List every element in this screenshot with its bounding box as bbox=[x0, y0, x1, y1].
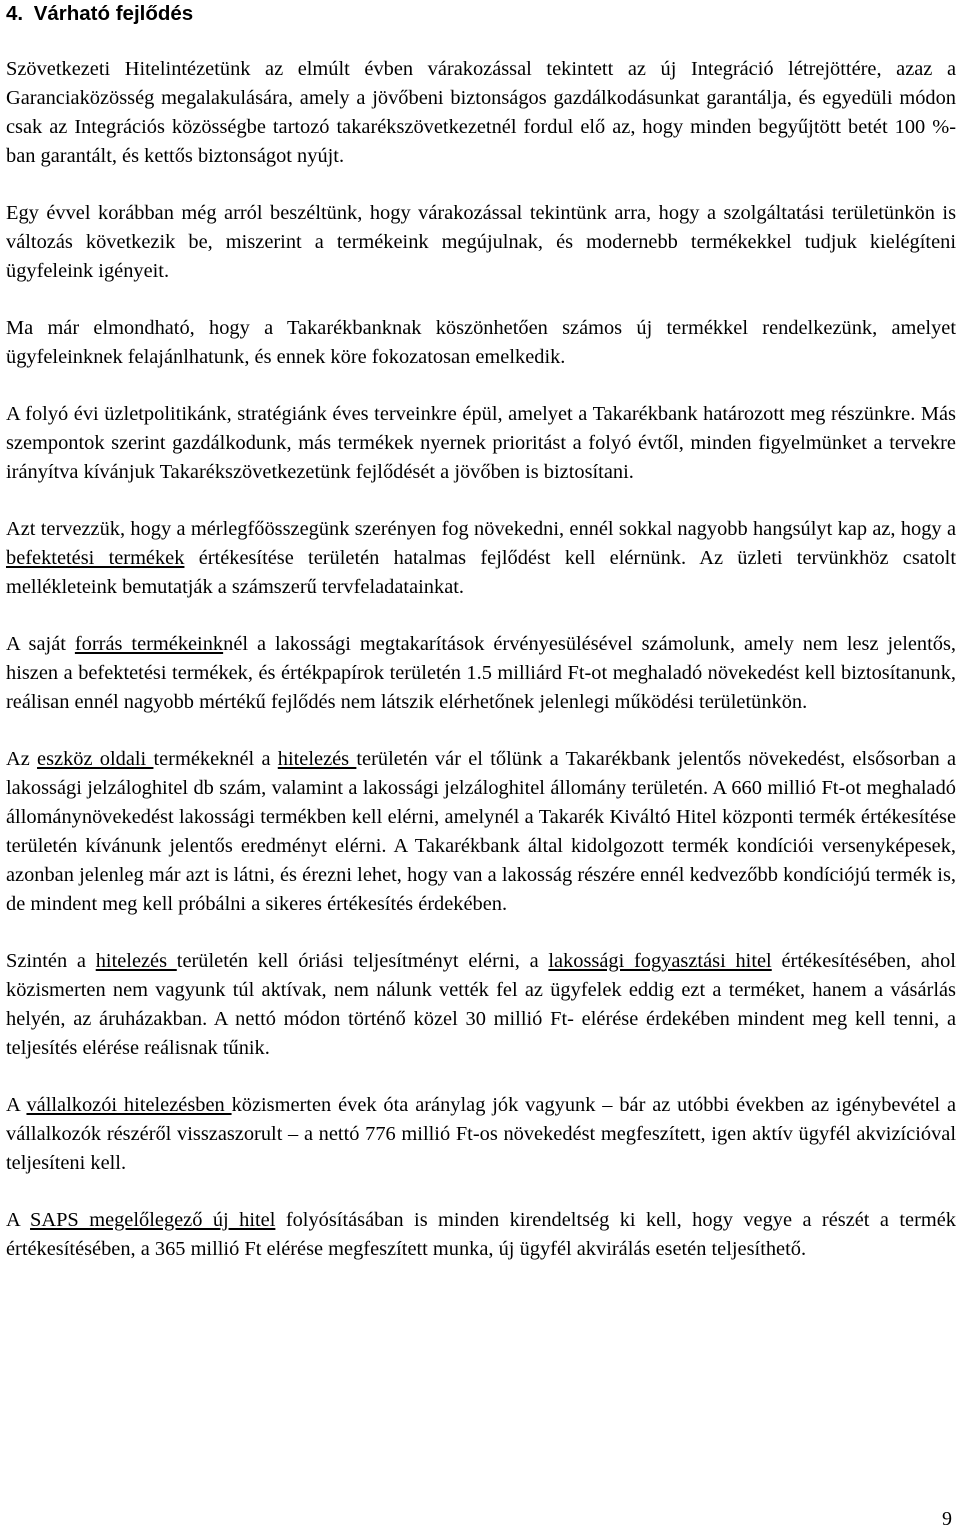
paragraph-saps-credit bbox=[6, 1206, 956, 1264]
text-run: termékeknél a bbox=[153, 748, 278, 770]
paragraph-asset-side bbox=[6, 745, 956, 919]
section-title: Várható fejlődés bbox=[33, 2, 194, 25]
paragraph-integration: Szövetkezeti Hitelintézetünk az elmúlt évben várakozással tekintett az új Integráció létrejöttére, azaz a Garanciaközösség megalakulására, amely a jövőbeni biztonságos gazdálkodásunkat garantálja, és egyedüli módon csak az Integrációs közösségbe tartozó takarékszövetkezetnél fordul elő az, hogy minden begyűjtött betét 100 %-ban garantált, és kettős biztonságot nyújt. bbox=[6, 58, 956, 167]
text-run: A bbox=[6, 1094, 27, 1116]
paragraph-business-lending bbox=[6, 1091, 956, 1178]
underlined-term: lakossági fogyasztási hitel bbox=[548, 950, 772, 972]
text-run: Azt tervezzük, hogy a mérlegfőösszegünk szerényen fog növekedni, ennél sokkal nagyobb hangsúlyt kap az, hogy a bbox=[6, 518, 956, 540]
paragraph-services: Egy évvel korábban még arról beszéltünk, hogy várakozással tekintünk arra, hogy a szolgáltatási területünkön is változás következik be, miszerint a termékeink megújulnak, és modernebb termékekkel tudjuk kielégíteni ügyfeleink igényeit. bbox=[6, 202, 956, 282]
text-run: értékesítése területén hatalmas fejlődést kell elérnünk. Az üzleti tervünkhöz csatolt mellékleteink bemutatják a számszerű tervfeladatainkat. bbox=[6, 547, 956, 598]
page-number: 9 bbox=[942, 1508, 952, 1530]
section-number: 4. bbox=[6, 2, 24, 25]
text-run: folyósításában is minden kirendeltség ki kell, hogy vegye a részét a termék értékesítésében, a 365 millió Ft elérése megfeszített munka, új ügyfél akvirálás esetén teljesíthető. bbox=[6, 1209, 956, 1260]
underlined-term: befektetési termékek bbox=[6, 547, 185, 569]
text-run: nél a lakossági megtakarítások érvényesülésével számolunk, amely nem lesz jelentős, hiszen a befektetési termékek, és értékpapírok területén 1.5 milliárd Ft-ot meghaladó növekedést kell biztosítanunk, reálisan ennél nagyobb mértékű fejlődés nem látszik elérhetőnek jelenlegi működési területünkön. bbox=[6, 633, 956, 713]
text-run: A saját bbox=[6, 633, 75, 655]
section-heading bbox=[6, 0, 956, 27]
paragraph-business-policy: A folyó évi üzletpolitikánk, stratégiánk éves terveinkre épül, amelyet a Takarékbank határozott meg részünkre. Más szempontok szerint gazdálkodunk, más termékek nyernek prioritást a folyó évtől, minden figyelmünket a tervekre irányítva kívánjuk Takarékszövetkezetünk fejlődését a jövőben is biztosítani. bbox=[6, 403, 956, 483]
underlined-term: forrás termékeink bbox=[74, 633, 224, 655]
text-run: közismerten évek óta aránylag jók vagyunk – bár az utóbbi években az igénybevétel a vállalkozók részéről visszaszorult – a nettó 776 millió Ft-os növekedést megfeszített, igen aktív ügyfél akvizícióval teljesíteni kell. bbox=[6, 1094, 956, 1174]
underlined-term: hitelezés bbox=[95, 950, 177, 972]
text-run: A bbox=[6, 1209, 31, 1231]
text-run: területén kell óriási teljesítményt elérni, a bbox=[176, 950, 549, 972]
paragraph-balance-sheet bbox=[6, 515, 956, 602]
text-run: területén vár el tőlünk a Takarékbank jelentős növekedést, elsősorban a lakossági jelzáloghitel db szám, valamint a lakossági jelzáloghitel állomány területén. A 660 millió Ft-ot meghaladó állománynövekedést lakossági termékben kell elérni, amelynél a Takarék Kiváltó Hitel központi termék értékesítése területén kívánunk jelentős eredményt elérni. A Takarékbank által kidolgozott termék kondíciói versenyképesek, azonban jelenleg már azt is látni, és érezni lehet, hogy van a lakosság részére ennél kedvezőbb kondíciójú termék is, de mindent meg kell próbálni a sikeres értékesítés érdekében. bbox=[6, 748, 957, 915]
paragraph-consumer-credit bbox=[6, 947, 956, 1063]
text-run: Szintén a bbox=[6, 950, 96, 972]
underlined-term: SAPS megelőlegező új hitel bbox=[30, 1209, 276, 1231]
underlined-term: eszköz oldali bbox=[37, 748, 154, 770]
text-run: Az bbox=[6, 748, 38, 770]
underlined-term: vállalkozói hitelezésben bbox=[26, 1094, 232, 1116]
underlined-term: hitelezés bbox=[277, 748, 357, 770]
document-page bbox=[6, 0, 956, 1264]
paragraph-source-products bbox=[6, 630, 956, 717]
paragraph-new-products: Ma már elmondható, hogy a Takarékbanknak köszönhetően számos új termékkel rendelkezünk, amelyet ügyfeleinknek felajánlhatunk, és ennek köre fokozatosan emelkedik. bbox=[6, 317, 956, 368]
text-run: értékesítésében, ahol közismerten nem vagyunk túl aktívak, nem nálunk vették fel az ügyfelek eddig ezt a terméket, hanem a vásárlás helyén, az áruházakban. A nettó módon történő közel 30 millió Ft- elérése érdekében mindent meg kell tenni, a teljesítés elérése reálisnak tűnik. bbox=[6, 950, 956, 1059]
